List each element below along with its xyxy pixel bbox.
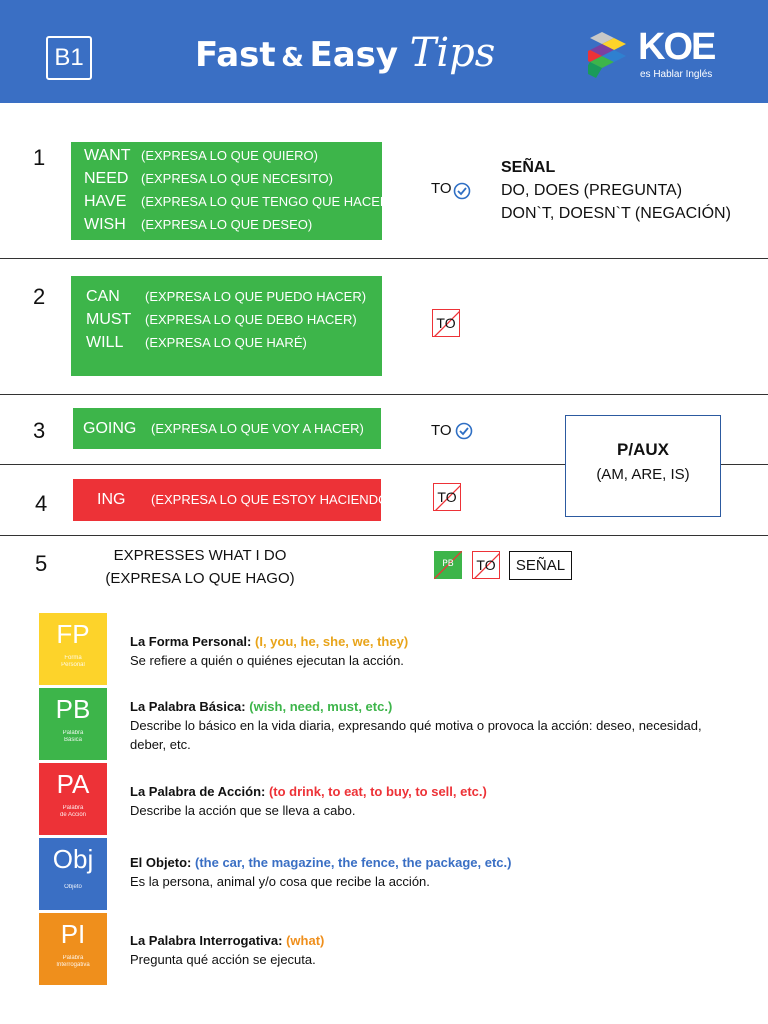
divider (0, 258, 768, 259)
row-5-description (85, 544, 315, 590)
modal-desc: (EXPRESA LO QUE PUEDO HACER) (145, 289, 367, 304)
legend-abbr: PI (60, 919, 86, 949)
legend-small: Objeto (64, 884, 82, 890)
legend-tile-pi (39, 913, 107, 985)
modal-desc: (EXPRESA LO QUE QUIERO) (141, 148, 318, 163)
signal-box: SEÑAL (509, 551, 572, 580)
check-icon (453, 182, 471, 200)
legend-text-fp (130, 632, 730, 670)
header-bar (0, 0, 768, 103)
row-5-line: (EXPRESA LO QUE HAGO) (105, 570, 295, 587)
row-number-5: 5 (35, 551, 48, 576)
modal-word: WILL (86, 334, 124, 351)
row-5-line: EXPRESSES WHAT I DO (113, 547, 287, 564)
row-3-box (73, 408, 381, 449)
row-1-item (84, 147, 318, 165)
legend-desc: Pregunta qué acción se ejecuta. (130, 952, 316, 967)
modal-desc: (EXPRESA LO QUE DESEO) (141, 217, 313, 232)
level-badge: B1 (46, 36, 92, 80)
legend-tile-pb (39, 688, 107, 760)
legend-label: El Objeto: (130, 855, 192, 870)
no-pb-label: PB (442, 559, 454, 569)
row-1-item (84, 216, 312, 234)
legend-text-pa (130, 782, 730, 820)
legend-text-obj (130, 853, 730, 891)
row-2-item (86, 334, 307, 352)
no-to-label: TO (476, 557, 496, 573)
row-1-box (71, 142, 394, 240)
to-label: TO (431, 422, 452, 439)
legend-label: La Palabra Básica: (130, 699, 246, 714)
modal-desc: (EXPRESA LO QUE ESTOY HACIENDO) (151, 492, 393, 507)
legend-small: Personal (61, 662, 85, 668)
modal-desc: (EXPRESA LO QUE VOY A HACER) (151, 421, 364, 436)
row-number-1: 1 (33, 145, 46, 170)
legend-small: de Acción (59, 812, 87, 818)
row-1-item (84, 170, 333, 188)
no-to-icon (433, 483, 461, 511)
modal-word: MUST (86, 311, 132, 328)
modal-word: HAVE (84, 193, 127, 210)
title-fast: Fast (195, 35, 276, 75)
no-pb-icon (434, 551, 462, 579)
row-1-item (84, 193, 394, 211)
legend-desc: Se refiere a quién o quiénes ejecutan la acción. (130, 653, 404, 668)
modal-word: GOING (83, 420, 137, 437)
legend-desc: Describe lo básico en la vida diaria, expresando qué motiva o provoca la acción: deseo, necesidad, deber, etc. (130, 718, 702, 752)
legend-desc: Es la persona, animal y/o cosa que recibe la acción. (130, 874, 430, 889)
no-to-label: TO (437, 489, 457, 505)
modal-word: NEED (84, 170, 129, 187)
legend-small: Forma (64, 655, 82, 661)
modal-word: WISH (84, 216, 126, 233)
no-to-icon (432, 309, 460, 337)
modal-word: CAN (86, 288, 120, 305)
to-label: TO (431, 180, 452, 197)
title-tips: Tips (409, 30, 496, 76)
logo-mark-icon (588, 32, 638, 80)
row-2-item (86, 288, 366, 306)
legend-small: Palabra (62, 730, 84, 736)
row-number-2: 2 (33, 284, 46, 309)
no-to-label: TO (436, 315, 456, 331)
modal-desc: (EXPRESA LO QUE HARÉ) (145, 335, 307, 350)
legend-abbr: Obj (52, 844, 94, 874)
row-4-box (73, 479, 393, 521)
legend-text-pb (130, 697, 730, 754)
signal-info (501, 156, 731, 225)
legend-small: Palabra (62, 805, 84, 811)
title-easy: Easy (309, 35, 399, 75)
legend-examples: (the car, the magazine, the fence, the package, etc.) (195, 855, 512, 870)
paux-sub: (AM, ARE, IS) (596, 466, 690, 483)
logo-text: KOE (638, 26, 715, 68)
divider (0, 535, 768, 536)
legend-small: Básica (63, 737, 82, 743)
page-title (195, 30, 495, 76)
modal-desc: (EXPRESA LO QUE NECESITO) (141, 171, 333, 186)
modal-desc: (EXPRESA LO QUE TENGO QUE HACER) (141, 194, 394, 209)
divider (0, 394, 768, 395)
legend-abbr: FP (56, 619, 90, 649)
legend-examples: (wish, need, must, etc.) (249, 699, 393, 714)
legend-small: Palabra (62, 955, 84, 961)
legend-examples: (to drink, to eat, to buy, to sell, etc.) (268, 784, 487, 799)
koe-logo (588, 26, 728, 86)
legend-small: Interrogativa (56, 962, 90, 968)
paux-title: P/AUX (617, 440, 669, 459)
legend-abbr: PA (56, 769, 90, 799)
legend-text-pi (130, 931, 730, 969)
legend-label: La Palabra de Acción: (130, 784, 266, 799)
legend-abbr: PB (55, 694, 91, 724)
legend-label: La Palabra Interrogativa: (130, 933, 283, 948)
signal-title: SEÑAL (501, 159, 556, 176)
modal-desc: (EXPRESA LO QUE DEBO HACER) (145, 312, 357, 327)
row-3-item (83, 420, 364, 438)
signal-line: DO, DOES (PREGUNTA) (501, 182, 683, 199)
signal-line: DON`T, DOESN`T (NEGACIÓN) (501, 205, 731, 222)
row-2-box (71, 276, 382, 376)
legend-label: La Forma Personal: (130, 634, 252, 649)
modal-word: ING (97, 491, 126, 508)
check-icon (455, 422, 473, 440)
legend-desc: Describe la acción que se lleva a cabo. (130, 803, 356, 818)
legend-tile-obj (39, 838, 107, 910)
no-to-icon (472, 551, 500, 579)
logo-subtitle: es Hablar Inglés (640, 69, 713, 80)
row-2-item (86, 311, 357, 329)
legend-examples: (I, you, he, she, we, they) (255, 634, 409, 649)
paux-box (565, 415, 721, 517)
row-number-3: 3 (33, 418, 46, 443)
legend-tile-fp (39, 613, 107, 685)
legend-examples: (what) (286, 933, 325, 948)
legend-tile-pa (39, 763, 107, 835)
title-amp: & (281, 43, 304, 73)
modal-word: WANT (84, 147, 131, 164)
row-4-item (97, 491, 393, 509)
row-number-4: 4 (35, 491, 48, 516)
